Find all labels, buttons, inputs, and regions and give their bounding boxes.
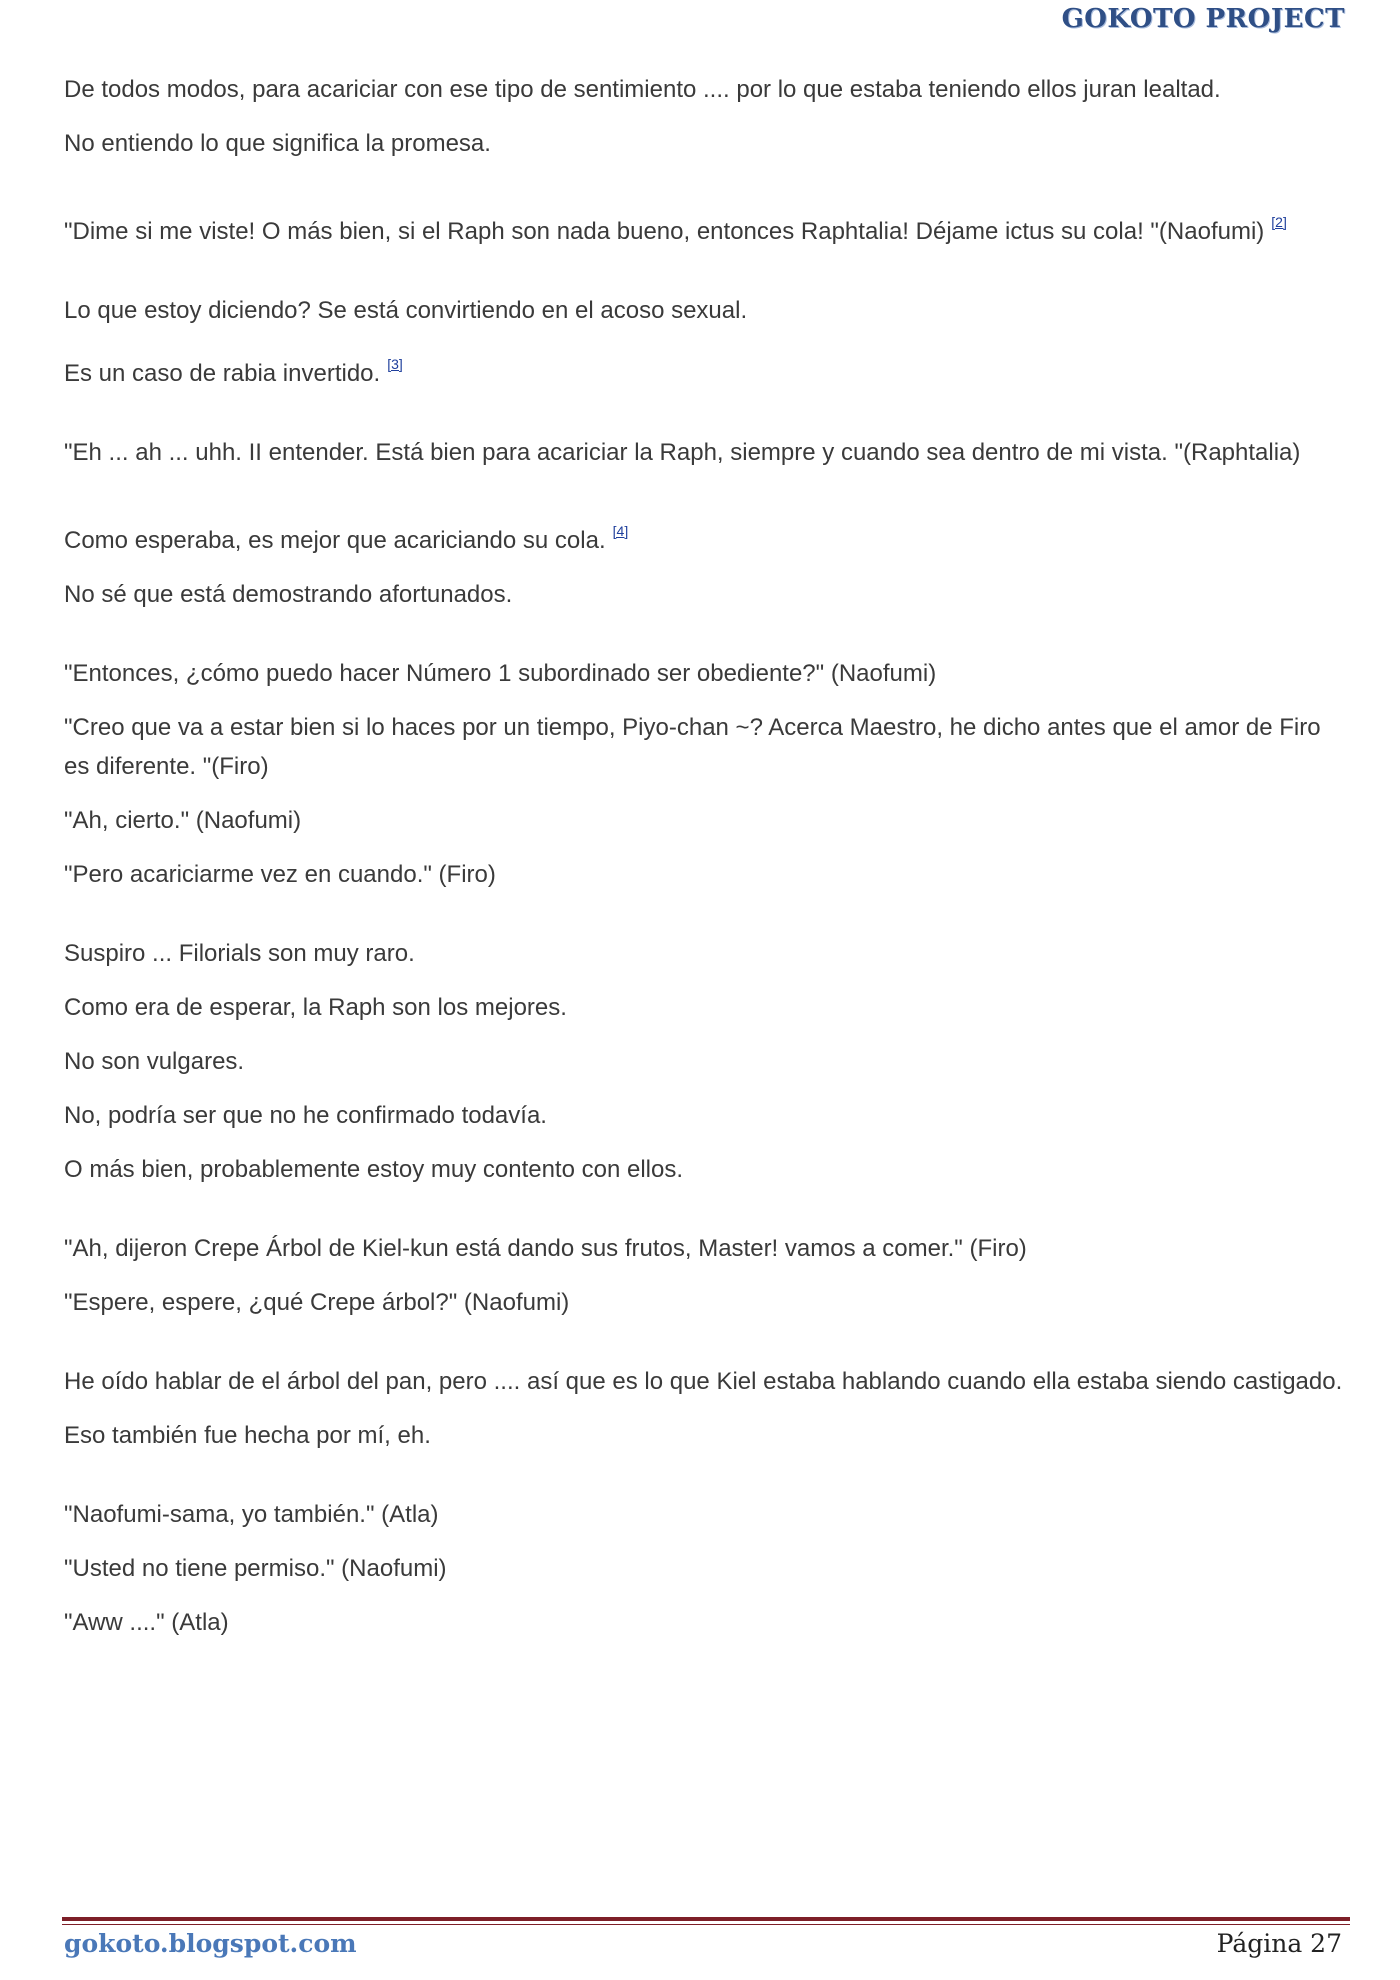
paragraph bbox=[64, 70, 1350, 109]
footnote-link[interactable]: [3] bbox=[387, 356, 403, 372]
footnote-link[interactable]: [4] bbox=[612, 523, 629, 539]
paragraph-text: No entiendo lo que significa la promesa. bbox=[64, 130, 491, 157]
paragraph bbox=[64, 291, 1350, 330]
paragraph-text: "Espere, espere, ¿qué Crepe árbol?" (Naofumi) bbox=[64, 1289, 570, 1316]
footer-site-link[interactable]: gokoto.blogspot.com bbox=[64, 1929, 357, 1958]
paragraph-text: "Dime si me viste! O más bien, si el Raph son nada bueno, entonces Raphtalia! Déjame ictus su cola! "(Naofumi) bbox=[64, 218, 1265, 245]
paragraph bbox=[64, 1603, 1350, 1642]
paragraph bbox=[64, 654, 1350, 693]
paragraph-text: Suspiro ... Filorials son muy raro. bbox=[64, 940, 415, 967]
paragraph-text: He oído hablar de el árbol del pan, pero .... así que es lo que Kiel estaba hablando cuando ella estaba siendo castigado. bbox=[64, 1368, 1343, 1395]
paragraph bbox=[64, 512, 1350, 560]
paragraph bbox=[64, 1495, 1350, 1534]
paragraph bbox=[64, 1283, 1350, 1322]
paragraph bbox=[64, 1549, 1350, 1588]
paragraph bbox=[64, 855, 1350, 894]
paragraph bbox=[64, 433, 1350, 472]
page-body bbox=[64, 70, 1350, 1657]
paragraph bbox=[64, 1096, 1350, 1135]
paragraph bbox=[64, 124, 1350, 163]
paragraph-text: "Aww ...." (Atla) bbox=[64, 1609, 229, 1636]
paragraph-text: "Naofumi-sama, yo también." (Atla) bbox=[64, 1501, 439, 1528]
paragraph bbox=[64, 1362, 1350, 1401]
paragraph bbox=[64, 1416, 1350, 1455]
page-number: Página 27 bbox=[1216, 1929, 1342, 1958]
paragraph-text: "Ah, dijeron Crepe Árbol de Kiel-kun está dando sus frutos, Master! vamos a comer." (Firo) bbox=[64, 1235, 1027, 1262]
paragraph-text: "Pero acariciarme vez en cuando." (Firo) bbox=[64, 861, 496, 888]
paragraph bbox=[64, 575, 1350, 614]
paragraph-text: Como era de esperar, la Raph son los mejores. bbox=[64, 994, 567, 1021]
footnote-link[interactable]: [2] bbox=[1271, 214, 1287, 230]
paragraph bbox=[64, 203, 1350, 251]
paragraph-text: "Eh ... ah ... uhh. II entender. Está bien para acariciar la Raph, siempre y cuando sea dentro de mi vista. "(Raphtalia) bbox=[64, 439, 1301, 466]
footer-divider bbox=[62, 1917, 1350, 1921]
paragraph-text: "Usted no tiene permiso." (Naofumi) bbox=[64, 1555, 447, 1582]
paragraph-text: "Entonces, ¿cómo puedo hacer Número 1 subordinado ser obediente?" (Naofumi) bbox=[64, 660, 937, 687]
paragraph bbox=[64, 1042, 1350, 1081]
paragraph bbox=[64, 988, 1350, 1027]
footer-divider-thin bbox=[62, 1924, 1350, 1925]
paragraph bbox=[64, 934, 1350, 973]
paragraph bbox=[64, 345, 1350, 393]
paragraph-text: Eso también fue hecha por mí, eh. bbox=[64, 1422, 431, 1449]
paragraph bbox=[64, 1150, 1350, 1189]
paragraph-text: "Ah, cierto." (Naofumi) bbox=[64, 807, 302, 834]
paragraph-text: No, podría ser que no he confirmado todavía. bbox=[64, 1102, 547, 1129]
header-brand-logo: GOKOTO PROJECT bbox=[1061, 4, 1345, 34]
paragraph-text: O más bien, probablemente estoy muy contento con ellos. bbox=[64, 1156, 684, 1183]
paragraph-text: "Creo que va a estar bien si lo haces por un tiempo, Piyo-chan ~? Acerca Maestro, he dicho antes que el amor de Firo es diferente. "(Firo) bbox=[64, 714, 1321, 780]
paragraph-text: Como esperaba, es mejor que acariciando su cola. bbox=[64, 527, 606, 554]
paragraph-text: No son vulgares. bbox=[64, 1048, 245, 1075]
paragraph-text: Es un caso de rabia invertido. bbox=[64, 360, 381, 387]
paragraph bbox=[64, 801, 1350, 840]
paragraph-text: No sé que está demostrando afortunados. bbox=[64, 581, 513, 608]
paragraph bbox=[64, 708, 1350, 786]
paragraph-text: Lo que estoy diciendo? Se está convirtiendo en el acoso sexual. bbox=[64, 297, 748, 324]
paragraph-text: De todos modos, para acariciar con ese tipo de sentimiento .... por lo que estaba teniendo ellos juran lealtad. bbox=[64, 76, 1221, 103]
paragraph bbox=[64, 1229, 1350, 1268]
